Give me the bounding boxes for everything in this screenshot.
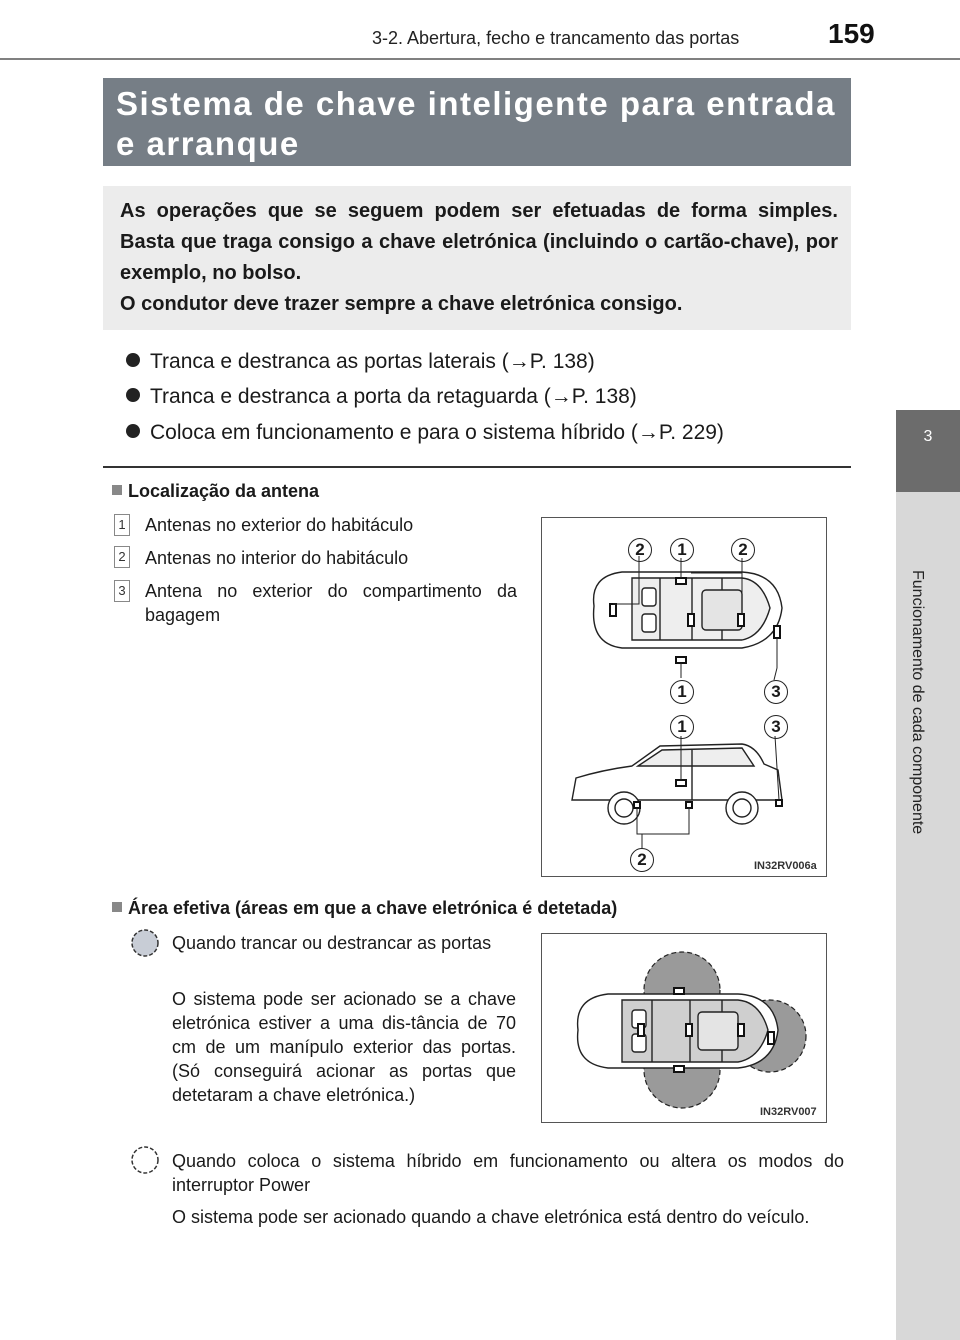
chapter-number: 3: [923, 428, 933, 445]
car-top-view-icon: [578, 994, 778, 1068]
bullet-icon: [126, 353, 140, 367]
section-title: 3-2. Abertura, fecho e trancamento das portas: [372, 28, 740, 48]
chapter-tab[interactable]: [896, 410, 960, 492]
antenna-heading: Localização da antena: [112, 481, 319, 502]
square-bullet-icon: [112, 485, 122, 495]
bullet-item: [126, 384, 637, 410]
antenna-item-text: Antena no exterior do compartimento da bagagem: [145, 581, 517, 625]
car-top-view-icon: [594, 572, 782, 648]
figure-id: IN32RV006a: [754, 860, 817, 872]
section-divider: [103, 466, 851, 468]
item-number-badge: 3: [114, 580, 130, 602]
antenna-figure: [541, 517, 827, 877]
range-area-icon: [130, 928, 160, 958]
header-rule: [0, 58, 960, 60]
antenna-item-text: Antenas no interior do habitáculo: [145, 548, 409, 568]
bullet-item: [126, 420, 724, 446]
callout-number: 2: [628, 538, 652, 562]
item-number-badge: 2: [114, 546, 130, 568]
callout-number: 1: [670, 538, 694, 562]
figure-id: IN32RV007: [760, 1106, 817, 1118]
bullet-item: [126, 349, 595, 375]
callout-number: 3: [764, 715, 788, 739]
cabin-area-icon: [130, 1145, 160, 1175]
range-diagram: [542, 934, 826, 1122]
callout-number: 2: [731, 538, 755, 562]
range-item2-title: Quando coloca o sistema híbrido em funcionamento ou altera os modos do interruptor Power: [172, 1151, 844, 1195]
callout-number: 1: [670, 715, 694, 739]
callout-number: 3: [764, 680, 788, 704]
range-item2-body: O sistema pode ser acionado quando a chave eletrónica está dentro do veículo.: [172, 1207, 810, 1227]
chapter-title: Funcionamento de cada componente: [909, 570, 926, 835]
intro-text: [120, 196, 838, 320]
intro-paragraph-1: As operações que se seguem podem ser efetuadas de forma simples. Basta que traga consigo a chave eletrónica (incluindo o cartão-chave), por exemplo, no bolso.: [120, 200, 838, 284]
range-item1-title: Quando trancar ou destrancar as portas: [172, 933, 492, 953]
bullet-text: Tranca e destranca as portas laterais (→P. 138): [150, 350, 595, 373]
bullet-text: Coloca em funcionamento e para o sistema híbrido (→P. 229): [150, 421, 724, 444]
callout-number: 1: [670, 680, 694, 704]
bullet-icon: [126, 388, 140, 402]
intro-paragraph-2: O condutor deve trazer sempre a chave eletrónica consigo.: [120, 293, 683, 315]
callout-number: 2: [630, 848, 654, 872]
side-tab-strip: [896, 492, 960, 1340]
page-title: Sistema de chave inteligente para entrada e arranque: [116, 85, 836, 162]
page-number: 159: [828, 18, 875, 49]
range-figure: [541, 933, 827, 1123]
square-bullet-icon: [112, 902, 122, 912]
bullet-text: Tranca e destranca a porta da retaguarda (→P. 138): [150, 385, 637, 408]
range-item1-body: O sistema pode ser acionado se a chave eletrónica estiver a uma dis-tância de 70 cm de um manípulo exterior das portas. (Só conseguirá acionar as portas que detetaram a chave eletrónica.): [172, 989, 516, 1105]
bullet-icon: [126, 424, 140, 438]
antenna-item-text: Antenas no exterior do habitáculo: [145, 515, 414, 535]
range-heading: Área efetiva (áreas em que a chave eletrónica é detetada): [112, 898, 617, 919]
item-number-badge: 1: [114, 514, 130, 536]
